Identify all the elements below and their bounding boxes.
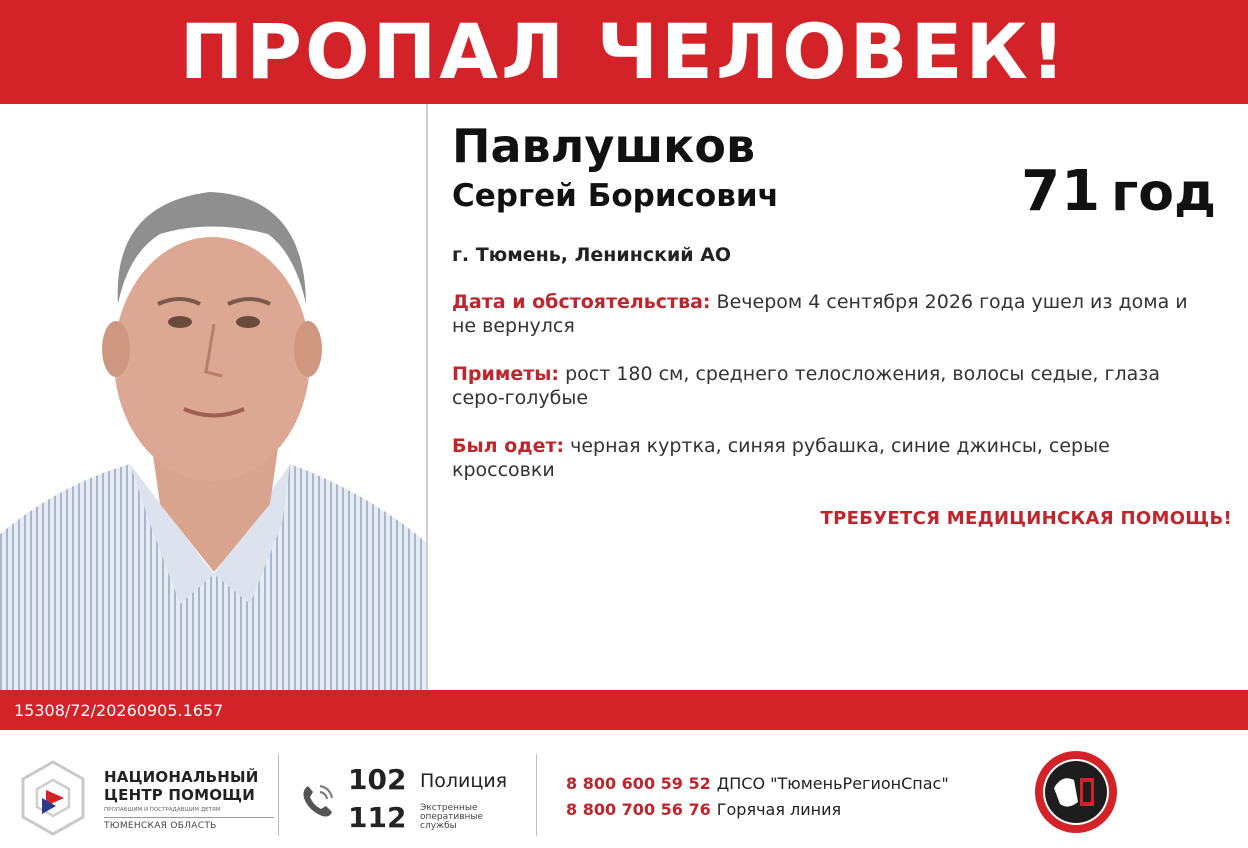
hotline-row bbox=[566, 800, 841, 819]
person-given-names: Сергей Борисович bbox=[452, 178, 779, 214]
emergency-police-label: Полиция bbox=[420, 770, 508, 792]
signs-text: рост 180 см, среднего телосложения, волосы седые, глаза серо-голубые bbox=[452, 363, 1161, 409]
person-location: г. Тюмень, Ленинский АО bbox=[452, 244, 732, 266]
clothes-text: черная куртка, синяя рубашка, синие джинсы, серые кроссовки bbox=[452, 435, 1110, 481]
person-info bbox=[452, 118, 1232, 482]
org-line2: ЦЕНТР ПОМОЩИ bbox=[104, 786, 255, 804]
emergency-112-label: Экстренные оперативные службы bbox=[420, 803, 484, 831]
signs-label: Приметы: bbox=[452, 363, 560, 385]
header-banner bbox=[0, 0, 1248, 104]
circumstances-text: Вечером 4 сентября 2026 года ушел из дома и не вернулся bbox=[452, 291, 1188, 337]
circumstances-label: Дата и обстоятельства: bbox=[452, 291, 711, 313]
org-line4: ТЮМЕНСКАЯ ОБЛАСТЬ bbox=[104, 817, 274, 832]
footer-divider bbox=[278, 754, 279, 836]
hotline-phone: 8 800 700 56 76 bbox=[566, 800, 711, 819]
footer bbox=[0, 730, 1248, 848]
person-photo bbox=[0, 104, 428, 690]
phone-icon bbox=[298, 780, 338, 820]
emergency-police bbox=[348, 763, 508, 796]
circumstances bbox=[452, 290, 1212, 338]
case-id-bar bbox=[0, 690, 1248, 730]
age-number: 71 bbox=[1021, 159, 1102, 224]
rescue-badge-icon bbox=[1034, 750, 1118, 834]
emergency-112 bbox=[348, 801, 484, 834]
portrait-icon bbox=[0, 104, 428, 690]
signs bbox=[452, 362, 1212, 410]
emergency-police-number: 102 bbox=[348, 763, 407, 796]
hotline-row bbox=[566, 774, 949, 793]
age-unit: год bbox=[1111, 163, 1216, 223]
header-title: ПРОПАЛ ЧЕЛОВЕК! bbox=[179, 7, 1069, 96]
org-line3: ПРОПАВШИМ И ПОСТРАДАВШИМ ДЕТЯМ bbox=[104, 807, 221, 813]
hotline-label: Горячая линия bbox=[716, 800, 842, 819]
medical-notice: ТРЕБУЕТСЯ МЕДИЦИНСКАЯ ПОМОЩЬ! bbox=[820, 508, 1232, 529]
case-id: 15308/72/20260905.1657 bbox=[14, 700, 224, 720]
hotline-phone: 8 800 600 59 52 bbox=[566, 774, 711, 793]
person-age bbox=[1021, 160, 1216, 225]
clothes bbox=[452, 434, 1212, 482]
org-line1: НАЦИОНАЛЬНЫЙ bbox=[104, 768, 259, 786]
clothes-label: Был одет: bbox=[452, 435, 565, 457]
cube-logo-icon bbox=[20, 760, 86, 836]
person-surname: Павлушков bbox=[452, 119, 756, 173]
org-name bbox=[104, 768, 274, 832]
emergency-112-number: 112 bbox=[348, 801, 407, 834]
footer-divider bbox=[536, 754, 537, 836]
hotline-label: ДПСО "ТюменьРегионСпас" bbox=[716, 774, 949, 793]
